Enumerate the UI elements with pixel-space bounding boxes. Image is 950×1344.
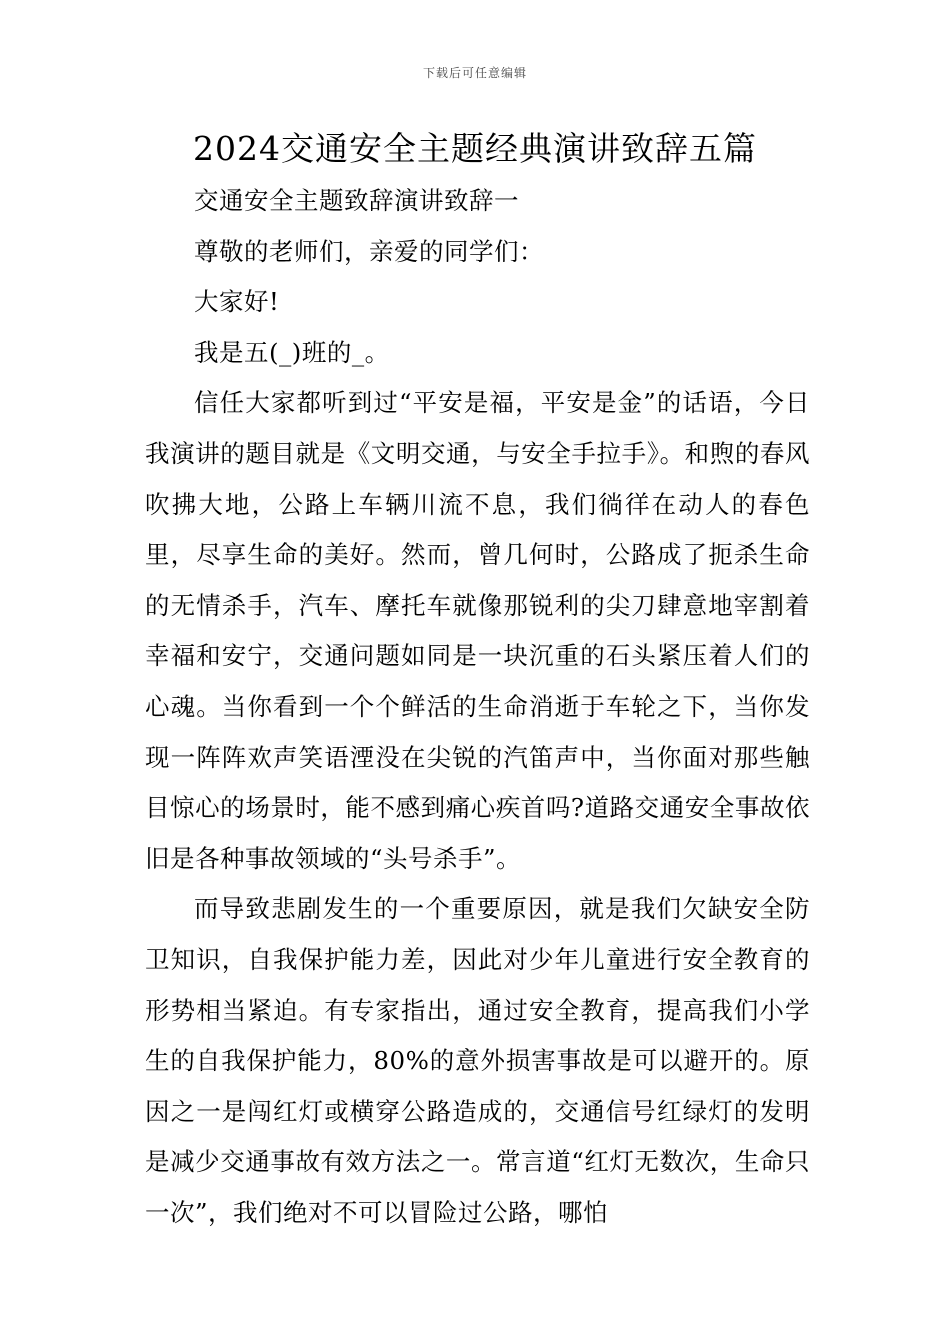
paragraph-self-introduction: 我是五(_)班的_。	[194, 337, 390, 367]
document-title: 2024交通安全主题经典演讲致辞五篇	[193, 129, 757, 168]
paragraph-salutation: 尊敬的老师们，亲爱的同学们：	[194, 236, 544, 266]
paragraph-speech-heading: 交通安全主题致辞演讲致辞一	[194, 186, 519, 215]
paragraph-body-2: 而导致悲剧发生的一个重要原因，就是我们欠缺安全防卫知识，自我保护能力差，因此对少年儿童进行安全教育的形势相当紧迫。有专家指出，通过安全教育，提高我们小学生的自我保护能力，80%的意外损害事故是可以避开的。原因之一是闯红灯或横穿公路造成的，交通信号红绿灯的发明是减少交通事故有效方法之一。常言道“红灯无数次，生命只一次”，我们绝对不可以冒险过公路，哪怕	[145, 894, 810, 1227]
paragraph-greeting: 大家好!	[194, 287, 280, 317]
paragraph-body-1: 信任大家都听到过“平安是福，平安是金”的话语，今日我演讲的题目就是《文明交通，与安全手拉手》。和煦的春风吹拂大地，公路上车辆川流不息，我们徜徉在动人的春色里，尽享生命的美好。然而，曾几何时，公路成了扼杀生命的无情杀手，汽车、摩托车就像那锐利的尖刀肆意地宰割着幸福和安宁，交通问题如同是一块沉重的石头紧压着人们的心魂。当你看到一个个鲜活的生命消逝于车轮之下，当你发现一阵阵欢声笑语湮没在尖锐的汽笛声中，当你面对那些触目惊心的场景时，能不感到痛心疾首吗?道路交通安全事故依旧是各种事故领域的“头号杀手”。	[145, 388, 810, 873]
document-body	[145, 176, 810, 1238]
page-header-note: 下载后可任意编辑	[422, 66, 527, 80]
